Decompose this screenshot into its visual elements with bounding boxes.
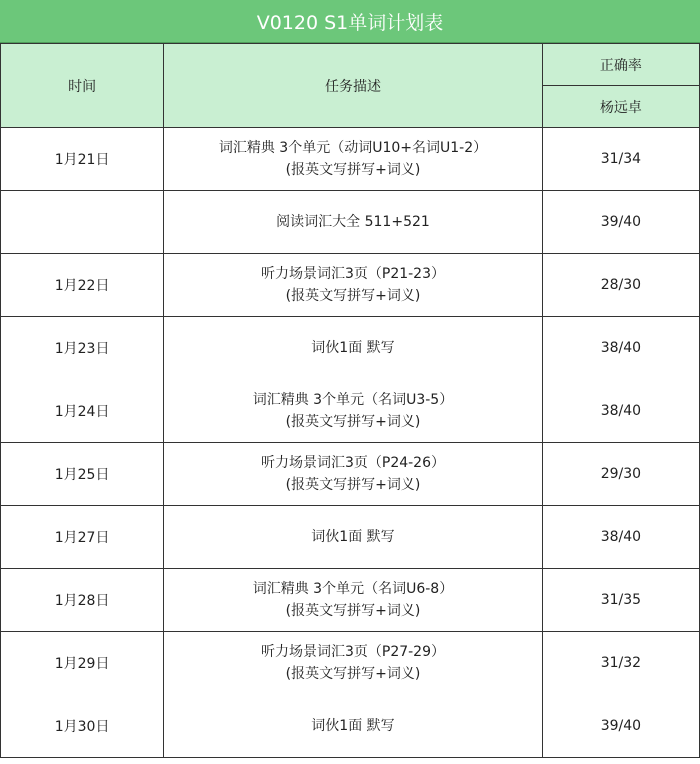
score-cell: 38/40 — [542, 317, 699, 380]
score-cell: 38/40 — [542, 506, 699, 569]
task-note: (报英文写拼写+词义) — [285, 603, 421, 619]
header-student: 杨远卓 — [542, 86, 699, 128]
task-line: 词伙1面 默写 — [311, 340, 395, 357]
score-cell: 31/34 — [542, 128, 699, 191]
score-cell: 39/40 — [542, 191, 699, 254]
plan-table — [0, 43, 700, 758]
task-line: 词伙1面 默写 — [311, 717, 395, 734]
score-cell: 29/30 — [542, 443, 699, 506]
table-row — [1, 380, 700, 443]
table-row — [1, 128, 700, 191]
task-cell — [164, 632, 543, 695]
score-cell: 38/40 — [542, 380, 699, 443]
score-cell: 31/35 — [542, 569, 699, 632]
table-row — [1, 695, 700, 758]
table-row — [1, 443, 700, 506]
task-note: (报英文写拼写+词义) — [285, 413, 421, 430]
task-cell — [164, 128, 543, 191]
table-row — [1, 317, 700, 380]
task-line: 听力场景词汇3页（P24-26） — [260, 455, 445, 471]
date-cell — [1, 191, 164, 254]
date-cell: 1月21日 — [1, 128, 164, 191]
task-line: 听力场景词汇3页（P27-29） — [260, 644, 445, 661]
date-cell: 1月24日 — [1, 380, 164, 443]
header-task: 任务描述 — [164, 44, 543, 128]
task-cell — [164, 254, 543, 317]
task-line: 词伙1面 默写 — [311, 529, 395, 545]
date-cell: 1月27日 — [1, 506, 164, 569]
score-cell: 31/32 — [542, 632, 699, 695]
table-row — [1, 569, 700, 632]
score-cell: 39/40 — [542, 695, 699, 758]
task-cell — [164, 380, 543, 443]
task-note: (报英文写拼写+词义) — [285, 666, 421, 683]
date-cell: 1月25日 — [1, 443, 164, 506]
sheet-title: V0120 S1单词计划表 — [0, 0, 700, 43]
task-cell — [164, 317, 543, 380]
task-line: 阅读词汇大全 511+521 — [276, 214, 430, 230]
date-cell: 1月22日 — [1, 254, 164, 317]
task-cell — [164, 506, 543, 569]
task-note: (报英文写拼写+词义) — [285, 477, 421, 493]
task-line: 词汇精典 3个单元（动词U10+名词U1-2） — [218, 140, 488, 156]
task-line: 听力场景词汇3页（P21-23） — [260, 266, 445, 282]
task-cell — [164, 695, 543, 758]
date-cell: 1月23日 — [1, 317, 164, 380]
task-cell — [164, 191, 543, 254]
score-cell: 28/30 — [542, 254, 699, 317]
task-note: (报英文写拼写+词义) — [285, 288, 421, 304]
header-time: 时间 — [1, 44, 164, 128]
date-cell: 1月29日 — [1, 632, 164, 695]
date-cell: 1月30日 — [1, 695, 164, 758]
task-note: (报英文写拼写+词义) — [285, 162, 421, 178]
header-rate: 正确率 — [542, 44, 699, 86]
table-row — [1, 632, 700, 695]
task-line: 词汇精典 3个单元（名词U3-5） — [252, 391, 454, 408]
task-line: 词汇精典 3个单元（名词U6-8） — [252, 581, 454, 597]
table-row — [1, 191, 700, 254]
table-row — [1, 254, 700, 317]
task-cell — [164, 443, 543, 506]
task-cell — [164, 569, 543, 632]
date-cell: 1月28日 — [1, 569, 164, 632]
table-row — [1, 506, 700, 569]
